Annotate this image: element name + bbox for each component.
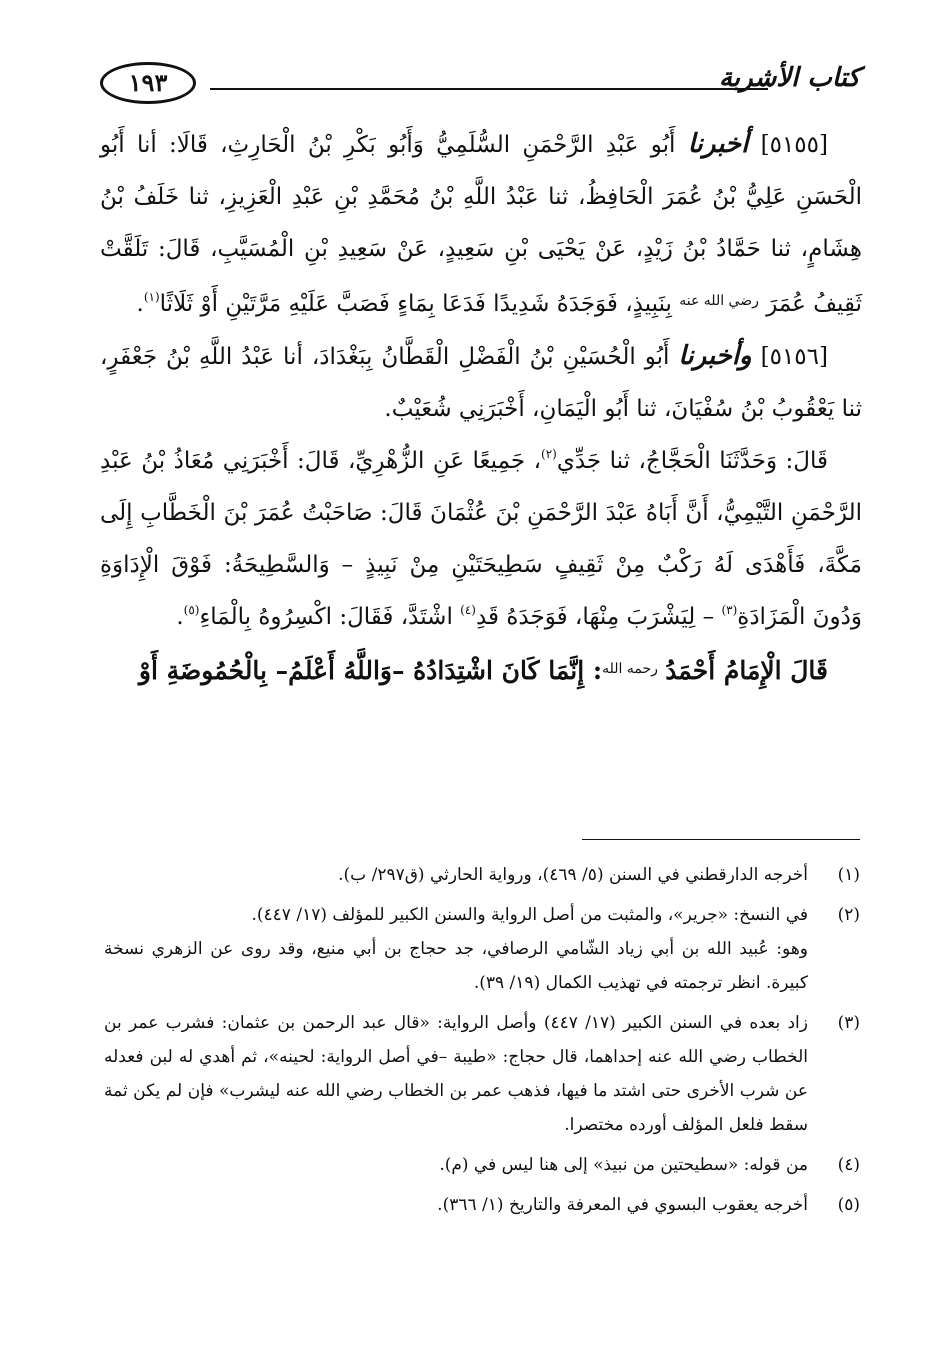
footnote-number: (٤) bbox=[837, 1155, 860, 1175]
honorific-glyph: رضي الله عنه bbox=[679, 293, 759, 309]
footnote-2 bbox=[104, 898, 860, 1000]
footnote-1 bbox=[104, 858, 860, 892]
footnote-ref[interactable]: (١) bbox=[143, 290, 160, 304]
footnote-3 bbox=[104, 1006, 860, 1142]
hadith-text-c: – لِيَشْرَبَ مِنْهَا، فَوَجَدَهُ قَدِ bbox=[475, 604, 722, 630]
hadith-lead-word: وأخبرنا bbox=[678, 341, 752, 371]
hadith-text: أَبُو عَبْدِ الرَّحْمَنِ السُّلَمِيُّ وَأَبُو بَكْرِ بْنُ الْحَارِثِ، قَالَا: أنا أَبُو الْحَسَنِ عَلِيُّ بْنُ عُمَرَ الْحَافِظُ، ثنا عَبْدُ اللَّهِ بْنُ مُحَمَّدِ بْنِ عَبْدِ الْعَزِيزِ، ثنا خَلَفُ بْنُ هِشَامٍ، ثنا حَمَّادُ بْنُ زَيْدٍ، عَنْ يَحْيَى بْنِ سَعِيدٍ، عَنْ سَعِيدِ بْنِ الْمُسَيَّبِ، قَالَ: تَلَقَّتْ ثَقِيفُ عُمَرَ bbox=[100, 132, 862, 317]
footnote-ref[interactable]: (٥) bbox=[183, 603, 200, 617]
footnote-4 bbox=[104, 1148, 860, 1182]
hadith-number: [٥١٥٦] bbox=[760, 344, 828, 370]
imam-comment-text: : إِنَّمَا كَانَ اشْتِدَادُهُ –وَاللَّهُ أَعْلَمُ– بِالْحُمُوضَةِ أَوْ bbox=[138, 656, 603, 685]
footnote-ref[interactable]: (٤) bbox=[460, 603, 476, 617]
footnote-5 bbox=[104, 1188, 860, 1222]
page-number: ١٩٣ bbox=[100, 62, 196, 104]
hadith-5156-second-chain bbox=[100, 435, 862, 643]
header-rule bbox=[210, 88, 768, 90]
hadith-5155 bbox=[100, 118, 862, 330]
footnote-text: من قوله: «سطيحتين من نبيذ» إلى هنا ليس في (م). bbox=[439, 1155, 808, 1175]
hadith-text-a: قَالَ: وَحَدَّثَنَا الْحَجَّاجُ، ثنا جَدِّي bbox=[556, 448, 829, 474]
honorific-glyph: رحمه الله bbox=[602, 661, 658, 677]
footnote-number: (٣) bbox=[837, 1013, 860, 1033]
main-text bbox=[100, 118, 862, 698]
hadith-text: أَبُو الْحُسَيْنِ بْنُ الْفَضْلِ الْقَطَّانُ بِبَغْدَادَ، أنا عَبْدُ اللَّهِ بْنُ جَعْفَرٍ، ثنا يَعْقُوبُ بْنُ سُفْيَانَ، ثنا أَبُو الْيَمَانِ، أَخْبَرَنِي شُعَيْبٌ. bbox=[100, 344, 862, 422]
imam-lead: قَالَ الْإِمَامُ أَحْمَدُ bbox=[665, 656, 828, 685]
footnote-ref[interactable]: (٣) bbox=[721, 603, 738, 617]
footnote-number: (٢) bbox=[837, 905, 860, 925]
footnote-separator bbox=[582, 839, 860, 840]
hadith-text-b: ، جَمِيعًا عَنِ الزُّهْرِيِّ، قَالَ: أَخْبَرَنِي مُعَاذُ بْنُ عَبْدِ الرَّحْمَنِ التَّيْمِيُّ، أَنَّ أَبَاهُ عَبْدَ الرَّحْمَنِ بْنَ عُثْمَانَ قَالَ: صَاحَبْتُ عُمَرَ بْنَ الْخَطَّابِ إِلَى مَكَّةَ، فَأَهْدَى لَهُ رَكْبٌ مِنْ ثَقِيفٍ سَطِيحَتَيْنِ مِنْ نَبِيذٍ – وَالسَّطِيحَةُ: فَوْقَ الْإِدَاوَةِ وَدُونَ الْمَزَادَةِ bbox=[100, 448, 862, 630]
hadith-number: [٥١٥٥] bbox=[760, 132, 828, 158]
page-header bbox=[100, 58, 860, 108]
footnote-text: في النسخ: «جرير»، والمثبت من أصل الرواية والسنن الكبير للمؤلف (١٧/ ٤٤٧). bbox=[251, 905, 808, 925]
book-title: كتاب الأشربة bbox=[718, 63, 860, 93]
footnotes bbox=[104, 858, 860, 1228]
hadith-lead-word: أخبرنا bbox=[687, 129, 749, 159]
sentence-end: . bbox=[176, 604, 184, 630]
footnote-text: زاد بعده في السنن الكبير (١٧/ ٤٤٧) وأصل الرواية: «قال عبد الرحمن بن عثمان: فشرب عمر بن الخطاب رضي الله عنه إحداهما، قال حجاج: «طيبة –في أصل الرواية: لحينه»، ثم أهدي له لبن فعدله عن شرب الأخرى حتى اشتد ما فيها، فذهب عمر بن الخطاب رضي الله عنه ليشرب» فإن لم يكن ثمة سقط فلعل المؤلف أورده مختصرا. bbox=[104, 1013, 808, 1135]
sentence-end: . bbox=[136, 291, 144, 317]
imam-comment bbox=[100, 643, 862, 698]
footnote-number: (١) bbox=[837, 865, 860, 885]
footnote-text: وهو: عُبيد الله بن أبي زياد الشّامي الرصافي، جد حجاج بن أبي منيع، وقد روى عن الزهري نسخة كبيرة. انظر ترجمته في تهذيب الكمال (١٩/ ٣٩). bbox=[104, 939, 808, 993]
footnote-ref[interactable]: (٢) bbox=[541, 447, 557, 461]
footnote-number: (٥) bbox=[837, 1195, 860, 1215]
footnote-text: أخرجه يعقوب البسوي في المعرفة والتاريخ (١/ ٣٦٦). bbox=[437, 1195, 808, 1215]
hadith-text-continued: بِنَبِيذٍ، فَوَجَدَهُ شَدِيدًا فَدَعَا بِمَاءٍ فَصَبَّ عَلَيْهِ مَرَّتَيْنِ أَوْ ثَلَاثًا bbox=[159, 291, 672, 317]
footnote-text: أخرجه الدارقطني في السنن (٥/ ٤٦٩)، ورواية الحارثي (ق٢٩٧/ ب). bbox=[338, 865, 808, 885]
hadith-5156 bbox=[100, 330, 862, 435]
hadith-text-d: اشْتَدَّ، فَقَالَ: اكْسِرُوهُ بِالْمَاءِ bbox=[199, 604, 461, 630]
